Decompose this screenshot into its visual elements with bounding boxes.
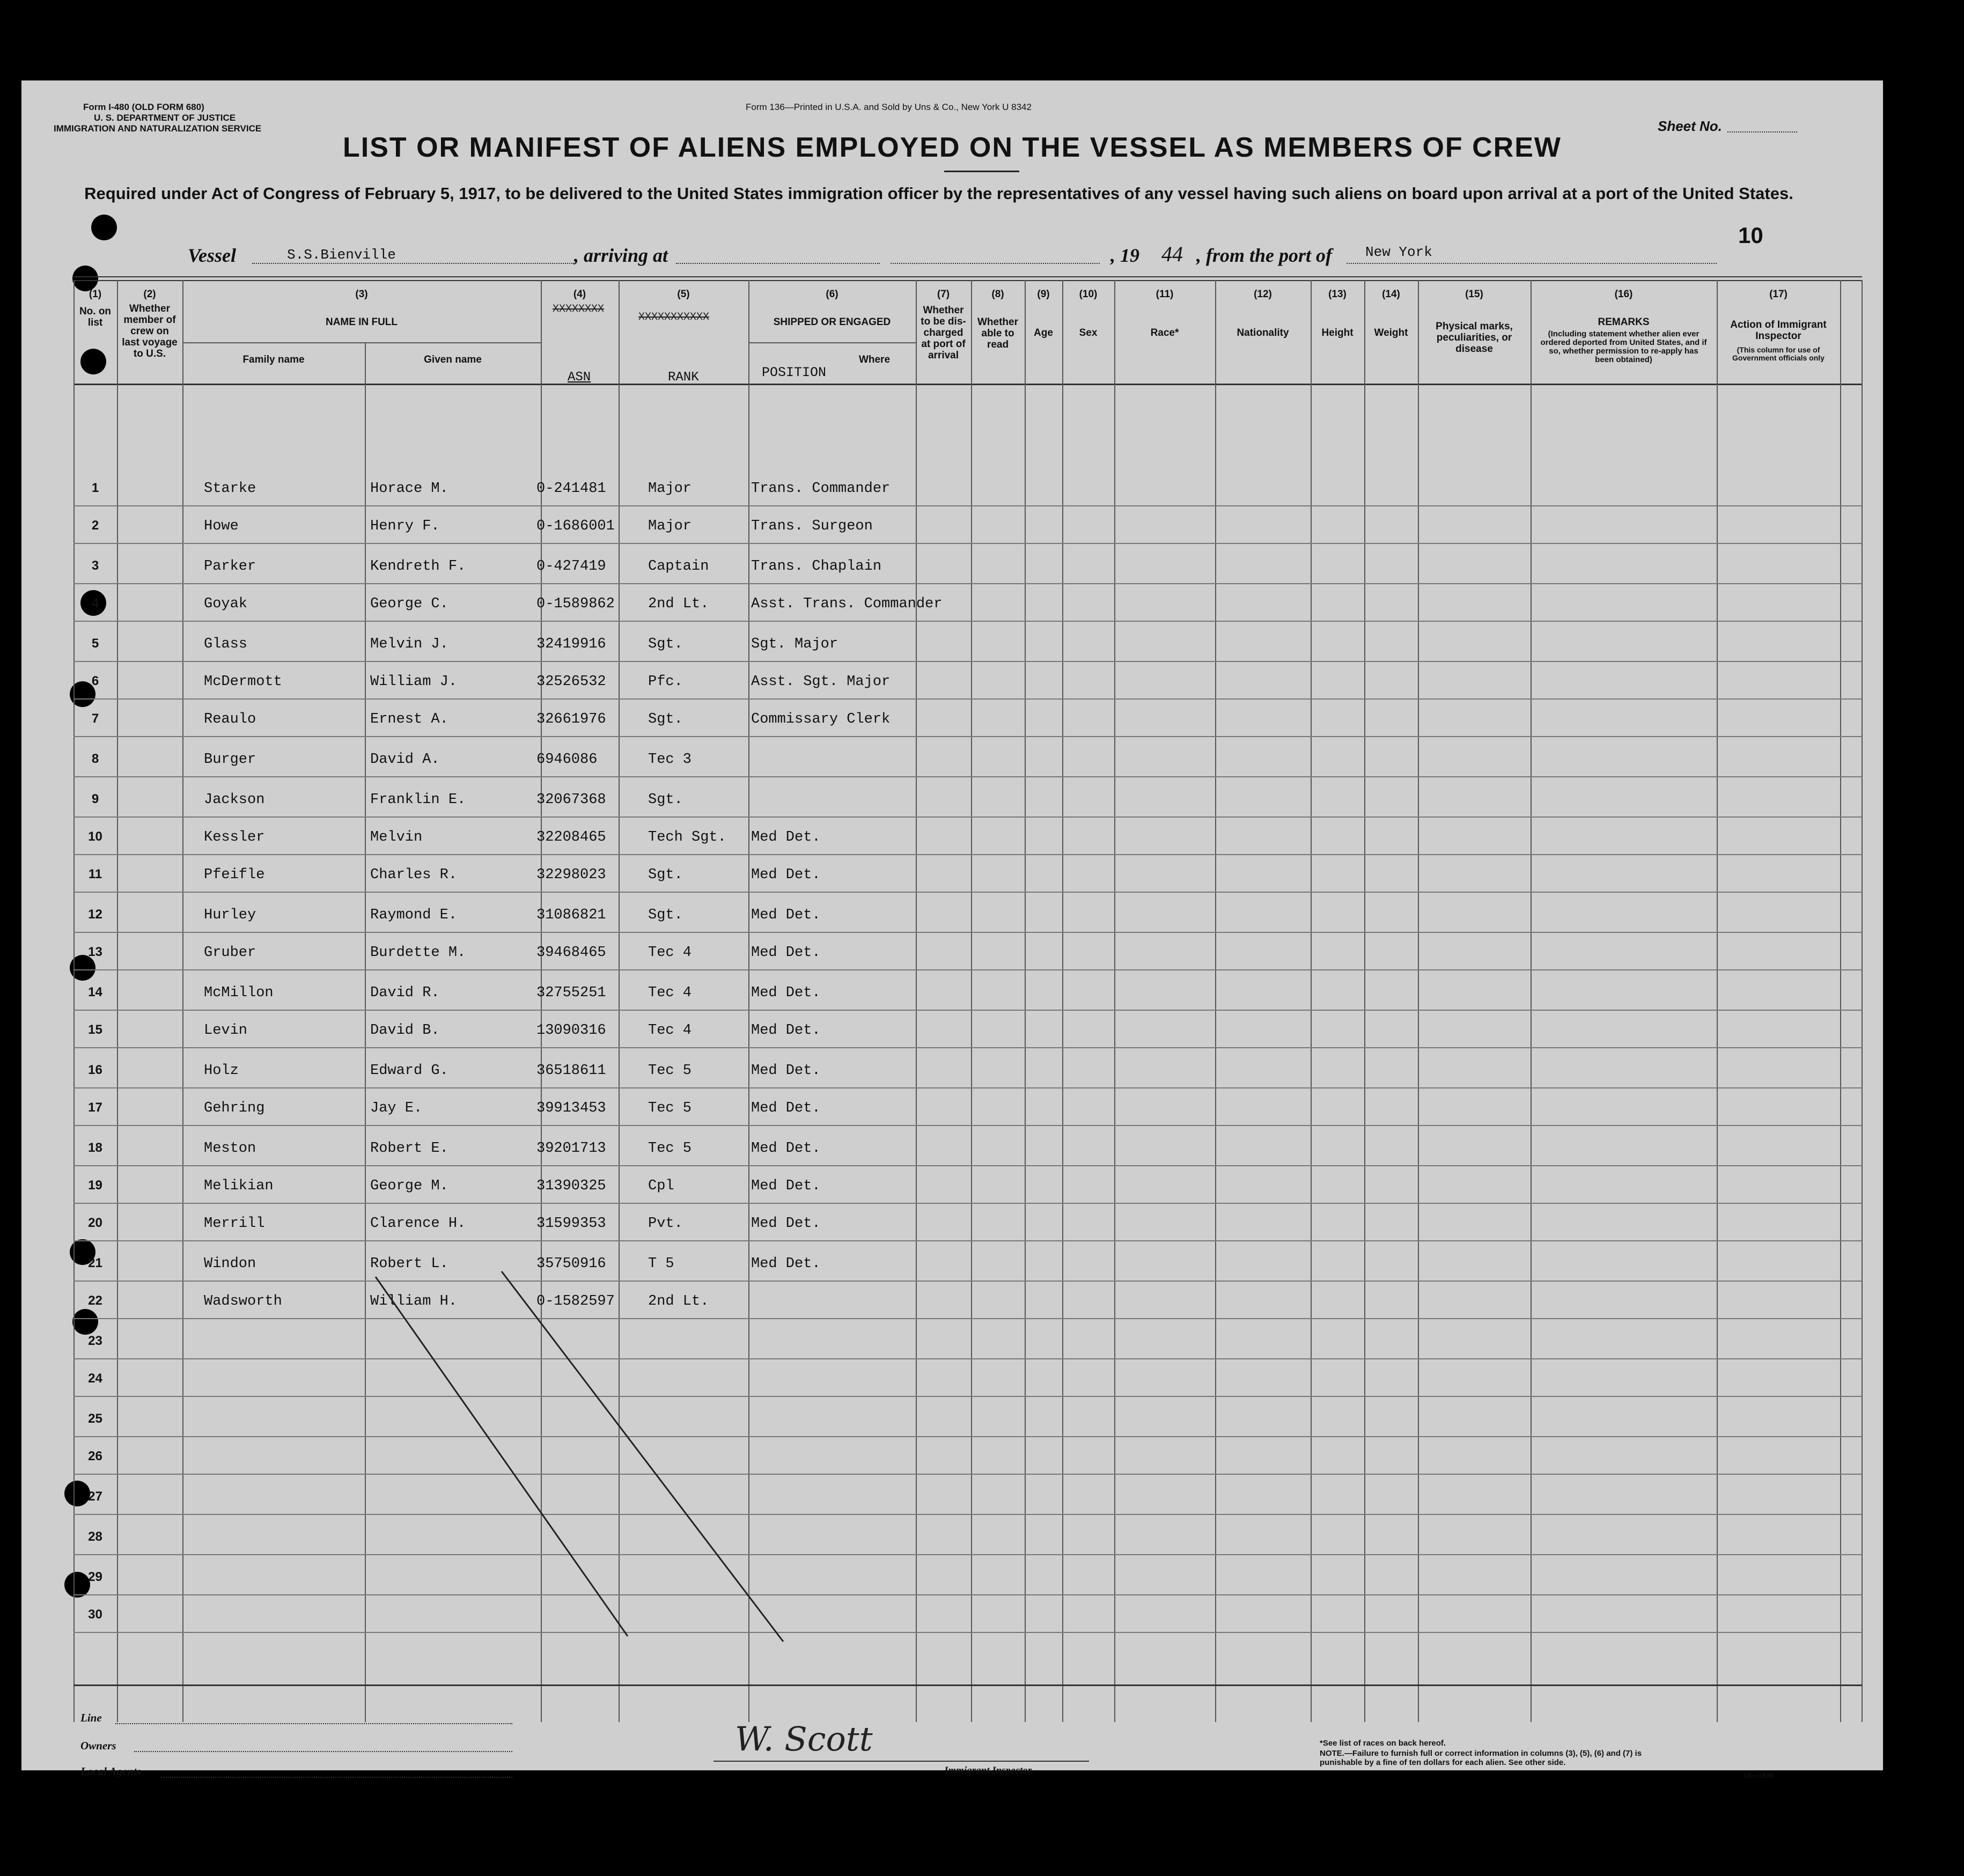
- rank-cell: Cpl: [648, 1178, 674, 1194]
- rank-cell: Tec 5: [648, 1063, 692, 1079]
- col8-label: Whether able to read: [977, 317, 1018, 350]
- arriving-label: , arriving at: [574, 245, 668, 266]
- asn-cell: 0-241481: [536, 481, 606, 497]
- service-line: IMMIGRATION AND NATURALIZATION SERVICE: [54, 123, 262, 134]
- row-number: 26: [88, 1449, 102, 1463]
- form-number: Form I-480 (OLD FORM 680): [83, 102, 204, 112]
- rank-cell: 2nd Lt.: [648, 596, 709, 612]
- asn-cell: 39913453: [536, 1100, 606, 1116]
- given-name-cell: Charles R.: [370, 867, 458, 883]
- row-number: 18: [88, 1141, 102, 1155]
- family-name-cell: Merrill: [204, 1216, 265, 1232]
- rank-cell: T 5: [648, 1256, 674, 1272]
- rank-cell: Tec 4: [648, 945, 692, 961]
- rank-cell: Tec 5: [648, 1141, 692, 1157]
- given-name-cell: Melvin J.: [370, 636, 448, 652]
- row-number: 23: [88, 1334, 102, 1348]
- col17-label: Action of Immigrant Inspector: [1730, 319, 1827, 342]
- owners-label: Owners: [80, 1739, 116, 1752]
- asn-cell: 35750916: [536, 1256, 606, 1272]
- family-name-cell: Parker: [204, 558, 256, 575]
- row-number: 16: [88, 1063, 102, 1077]
- col5-number: (5): [677, 289, 690, 300]
- line-label: Line: [80, 1711, 102, 1724]
- agents-field: [161, 1777, 512, 1778]
- row-number: 5: [91, 636, 99, 651]
- col2-number: (2): [143, 289, 156, 300]
- rank-cell: Sgt.: [648, 636, 683, 652]
- family-name-cell: McDermott: [204, 674, 282, 690]
- row-number: 14: [88, 985, 102, 999]
- rank-cell: Sgt.: [648, 711, 683, 727]
- position-cell: Med Det.: [751, 867, 821, 883]
- col16-label: REMARKS: [1598, 317, 1650, 328]
- col4-label: ASN: [568, 370, 591, 385]
- row-number: 1: [91, 481, 99, 495]
- col11-label: Race*: [1150, 327, 1179, 339]
- manifest-sheet: [21, 80, 1883, 1779]
- family-name-cell: Pfeifle: [204, 867, 265, 883]
- row-number: 21: [88, 1256, 102, 1270]
- asn-cell: 32526532: [536, 674, 606, 690]
- asn-cell: 31390325: [536, 1178, 606, 1194]
- asn-cell: 6946086: [536, 752, 598, 768]
- asn-cell: 39201713: [536, 1141, 606, 1157]
- col1-label: No. on list: [79, 306, 112, 328]
- row-number: 4: [91, 596, 99, 610]
- family-name-cell: Kessler: [204, 829, 265, 845]
- given-name-cell: Robert L.: [370, 1256, 448, 1272]
- printer-line: Form 136—Printed in U.S.A. and Sold by Uns & Co., New York U 8342: [746, 102, 1032, 112]
- col11-number: (11): [1156, 289, 1174, 300]
- col6-label: SHIPPED OR ENGAGED: [773, 317, 891, 328]
- page-title: LIST OR MANIFEST OF ALIENS EMPLOYED ON THE VESSEL AS MEMBERS OF CREW: [343, 132, 1562, 163]
- row-number: 11: [88, 867, 102, 881]
- given-name-cell: David B.: [370, 1022, 440, 1039]
- line-field: [115, 1723, 512, 1724]
- where-header: Where: [858, 354, 891, 365]
- col16-number: (16): [1614, 289, 1633, 300]
- family-name-cell: Wadsworth: [204, 1293, 282, 1309]
- given-name-cell: William H.: [370, 1293, 458, 1309]
- row-number: 27: [88, 1489, 102, 1504]
- position-cell: Med Det.: [751, 1216, 821, 1232]
- family-name-cell: Meston: [204, 1141, 256, 1157]
- given-name-cell: George C.: [370, 596, 448, 612]
- col6-number: (6): [826, 289, 838, 300]
- col4-number: (4): [573, 289, 586, 300]
- col13-number: (13): [1328, 289, 1347, 300]
- given-name-cell: Robert E.: [370, 1141, 448, 1157]
- family-name-header: Family name: [242, 354, 305, 365]
- rank-cell: Tec 5: [648, 1100, 692, 1116]
- given-name-cell: Clarence H.: [370, 1216, 466, 1232]
- family-name-cell: Windon: [204, 1256, 256, 1272]
- given-name-header: Given name: [424, 354, 482, 365]
- asn-cell: 32419916: [536, 636, 606, 652]
- page-number: 10: [1738, 223, 1763, 248]
- year-prefix: , 19: [1110, 245, 1139, 266]
- row-number: 3: [91, 558, 99, 573]
- family-name-cell: Glass: [204, 636, 248, 652]
- position-cell: Med Det.: [751, 985, 821, 1001]
- given-name-cell: Raymond E.: [370, 907, 458, 923]
- given-name-cell: David A.: [370, 752, 440, 768]
- asn-cell: 31086821: [536, 907, 606, 923]
- row-number: 25: [88, 1411, 102, 1426]
- asn-cell: 32067368: [536, 792, 606, 808]
- row-number: 17: [88, 1100, 102, 1115]
- row-number: 2: [91, 518, 99, 533]
- position-cell: Med Det.: [751, 1178, 821, 1194]
- cancel-strokes: [21, 80, 1883, 1770]
- col17-sub: (This column for use of Government officials only: [1732, 345, 1825, 362]
- agents-label: Local Agents: [80, 1765, 141, 1778]
- cancel-line: [376, 1277, 628, 1636]
- rank-cell: Major: [648, 481, 692, 497]
- rank-cell: Tec 4: [648, 1022, 692, 1039]
- position-cell: Sgt. Major: [751, 636, 838, 652]
- row-number: 7: [91, 711, 99, 726]
- races-note: *See list of races on back hereof.: [1320, 1739, 1446, 1748]
- position-cell: Asst. Sgt. Major: [751, 674, 891, 690]
- position-cell: Med Det.: [751, 1100, 821, 1116]
- col3-number: (3): [355, 289, 368, 300]
- vessel-name: S.S.Bienville: [287, 247, 396, 263]
- col17-number: (17): [1769, 289, 1788, 300]
- given-name-cell: Edward G.: [370, 1063, 448, 1079]
- asn-cell: 0-1582597: [536, 1293, 615, 1309]
- row-number: 12: [88, 907, 102, 922]
- col16-sub: (Including statement whether alien ever ordered deported from United States, and if so, whether permission to re-apply has been obtained): [1540, 329, 1707, 364]
- family-name-cell: Gruber: [204, 945, 256, 961]
- row-number: 22: [88, 1293, 102, 1308]
- asn-cell: 0-427419: [536, 558, 606, 575]
- rank-cell: Tech Sgt.: [648, 829, 726, 845]
- rank-cell: Captain: [648, 558, 709, 575]
- col7-label: Whether to be dis-charged at port of arrival: [921, 305, 966, 361]
- position-cell: Trans. Commander: [751, 481, 891, 497]
- col10-number: (10): [1079, 289, 1098, 300]
- asn-cell: 13090316: [536, 1022, 606, 1039]
- given-name-cell: William J.: [370, 674, 458, 690]
- row-number: 28: [88, 1529, 102, 1544]
- family-name-cell: Levin: [204, 1022, 248, 1039]
- col4-struck-label: XXXXXXXX: [553, 303, 605, 315]
- asn-cell: 39468465: [536, 945, 606, 961]
- col2-label: Whether member of crew on last voyage to U.S.: [122, 303, 178, 359]
- from-port-label: , from the port of: [1196, 245, 1333, 266]
- given-name-cell: Franklin E.: [370, 792, 466, 808]
- inspector-label: Immigrant Inspector.: [944, 1765, 1034, 1776]
- asn-cell: 36518611: [536, 1063, 606, 1079]
- asn-cell: 32661976: [536, 711, 606, 727]
- position-cell: Trans. Chaplain: [751, 558, 882, 575]
- asn-cell: 32755251: [536, 985, 606, 1001]
- family-name-cell: Melikian: [204, 1178, 274, 1194]
- given-name-cell: Horace M.: [370, 481, 448, 497]
- row-number: 24: [88, 1371, 102, 1386]
- position-cell: Med Det.: [751, 829, 821, 845]
- rank-cell: Tec 4: [648, 985, 692, 1001]
- col13-label: Height: [1321, 327, 1354, 339]
- table-bottom-border: [73, 1684, 1862, 1686]
- row-number: 8: [91, 752, 99, 766]
- position-cell: Med Det.: [751, 1063, 821, 1079]
- row-number: 15: [88, 1022, 102, 1037]
- col7-number: (7): [937, 289, 950, 300]
- position-header: POSITION: [762, 365, 827, 380]
- dept-line: U. S. DEPARTMENT OF JUSTICE: [94, 113, 236, 123]
- penalty-note: NOTE.—Failure to furnish full or correct information in columns (3), (5), (6) and (7) is punishable by a fine of ten dollars for each alien. See other side.: [1320, 1749, 1642, 1767]
- given-name-cell: David R.: [370, 985, 440, 1001]
- position-cell: Trans. Surgeon: [751, 518, 873, 534]
- col12-number: (12): [1254, 289, 1272, 300]
- row-number: 30: [88, 1607, 102, 1622]
- rank-cell: Pfc.: [648, 674, 683, 690]
- signature-line: [713, 1761, 1089, 1762]
- col5-struck-label: XXXXXXXXXXX: [638, 311, 710, 323]
- asn-cell: 31599353: [536, 1216, 606, 1232]
- position-cell: Commissary Clerk: [751, 711, 891, 727]
- col9-label: Age: [1034, 327, 1053, 339]
- cancel-line: [502, 1271, 783, 1642]
- position-cell: Med Det.: [751, 1256, 821, 1272]
- family-name-cell: Holz: [204, 1063, 239, 1079]
- family-name-cell: McMillon: [204, 985, 274, 1001]
- given-name-cell: Henry F.: [370, 518, 440, 534]
- asn-cell: 0-1589862: [536, 596, 615, 612]
- row-number: 19: [88, 1178, 102, 1193]
- col9-number: (9): [1037, 289, 1050, 300]
- rank-cell: Major: [648, 518, 692, 534]
- asn-cell: 32298023: [536, 867, 606, 883]
- family-name-cell: Jackson: [204, 792, 265, 808]
- position-cell: Med Det.: [751, 907, 821, 923]
- given-name-cell: Melvin: [370, 829, 423, 845]
- family-name-cell: Starke: [204, 481, 256, 497]
- given-name-cell: Kendreth F.: [370, 558, 466, 575]
- col14-number: (14): [1382, 289, 1400, 300]
- col14-label: Weight: [1374, 327, 1408, 339]
- sheet-label: Sheet No.: [1658, 118, 1722, 134]
- owners-field: [134, 1751, 512, 1752]
- inspector-signature: W. Scott: [735, 1719, 873, 1759]
- col8-number: (8): [991, 289, 1004, 300]
- family-name-cell: Burger: [204, 752, 256, 768]
- col3-label: NAME IN FULL: [325, 317, 398, 328]
- position-cell: Asst. Trans. Commander: [751, 596, 943, 612]
- given-name-cell: George M.: [370, 1178, 448, 1194]
- col15-number: (15): [1465, 289, 1483, 300]
- asn-cell: 0-1686001: [536, 518, 615, 534]
- row-number: 20: [88, 1216, 102, 1230]
- asn-cell: 32208465: [536, 829, 606, 845]
- family-name-cell: Reaulo: [204, 711, 256, 727]
- col15-label: Physical marks, peculiarities, or disease: [1436, 321, 1513, 355]
- rank-cell: Sgt.: [648, 907, 683, 923]
- vessel-label: Vessel: [188, 245, 236, 266]
- port-name: New York: [1365, 244, 1432, 260]
- family-name-cell: Gehring: [204, 1100, 265, 1116]
- col12-label: Nationality: [1237, 327, 1289, 339]
- row-number: 10: [88, 829, 102, 844]
- position-cell: Med Det.: [751, 945, 821, 961]
- given-name-cell: Ernest A.: [370, 711, 448, 727]
- rank-cell: Pvt.: [648, 1216, 683, 1232]
- row-number: 9: [91, 792, 99, 806]
- form-subtitle: Required under Act of Congress of February 5, 1917, to be delivered to the United States immigration officer by the representatives of any vessel having such aliens on board upon arrival at a port of the United States.: [84, 184, 1793, 203]
- col10-label: Sex: [1079, 327, 1098, 339]
- position-cell: Med Det.: [751, 1141, 821, 1157]
- year-value: 44: [1161, 242, 1183, 266]
- rank-cell: Sgt.: [648, 792, 683, 808]
- col1-number: (1): [89, 289, 102, 300]
- row-number: 13: [88, 945, 102, 959]
- family-name-cell: Hurley: [204, 907, 256, 923]
- family-name-cell: Goyak: [204, 596, 248, 612]
- given-name-cell: Burdette M.: [370, 945, 466, 961]
- position-cell: Med Det.: [751, 1022, 821, 1039]
- row-number: 29: [88, 1570, 102, 1584]
- rank-cell: Sgt.: [648, 867, 683, 883]
- rank-cell: 2nd Lt.: [648, 1293, 709, 1309]
- given-name-cell: Jay E.: [370, 1100, 423, 1116]
- rank-cell: Tec 3: [648, 752, 692, 768]
- row-number: 6: [91, 674, 99, 688]
- col5-label: RANK: [668, 370, 699, 385]
- family-name-cell: Howe: [204, 518, 239, 534]
- form-code: 16—1939: [1744, 1771, 1774, 1779]
